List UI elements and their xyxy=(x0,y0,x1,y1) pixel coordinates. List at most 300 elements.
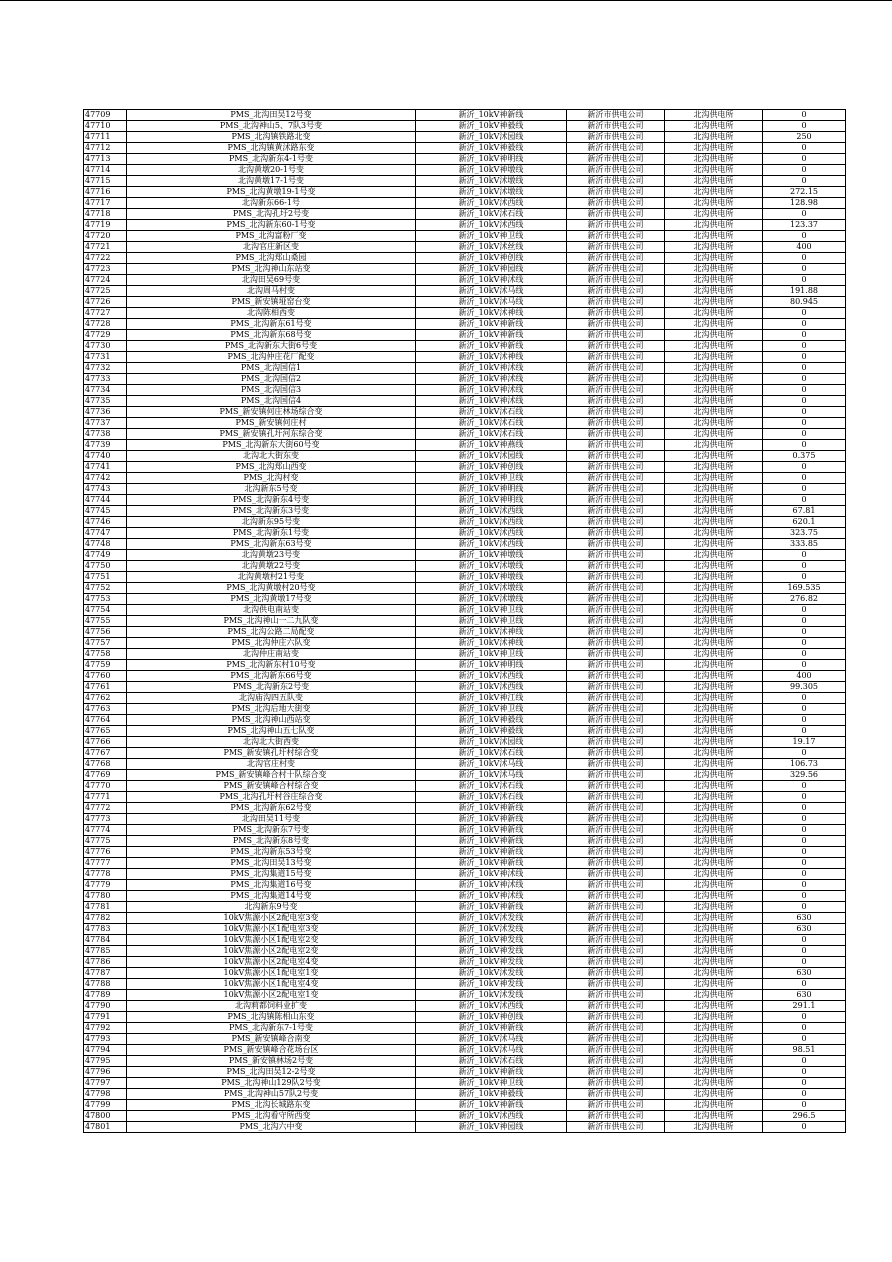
line-name-cell: 新沂_10kV沭西线 xyxy=(416,506,567,517)
row-id-cell: 47733 xyxy=(84,374,127,385)
transformer-name-cell: 北沟田吴11号变 xyxy=(127,814,416,825)
station-cell: 北沟供电所 xyxy=(665,176,763,187)
value-cell: 191.88 xyxy=(763,286,846,297)
station-cell: 北沟供电所 xyxy=(665,1100,763,1111)
row-id-cell: 47785 xyxy=(84,946,127,957)
value-cell: 0 xyxy=(763,154,846,165)
company-cell: 新沂市供电公司 xyxy=(567,693,665,704)
company-cell: 新沂市供电公司 xyxy=(567,583,665,594)
row-id-cell: 47736 xyxy=(84,407,127,418)
station-cell: 北沟供电所 xyxy=(665,979,763,990)
value-cell: 0 xyxy=(763,165,846,176)
row-id-cell: 47713 xyxy=(84,154,127,165)
station-cell: 北沟供电所 xyxy=(665,913,763,924)
station-cell: 北沟供电所 xyxy=(665,418,763,429)
table-row xyxy=(84,363,846,374)
line-name-cell: 新沂_10kV沭石线 xyxy=(416,429,567,440)
station-cell: 北沟供电所 xyxy=(665,693,763,704)
transformer-name-cell: 10kV焦源小区2配电室3变 xyxy=(127,913,416,924)
company-cell: 新沂市供电公司 xyxy=(567,495,665,506)
station-cell: 北沟供电所 xyxy=(665,143,763,154)
value-cell: 0 xyxy=(763,825,846,836)
company-cell: 新沂市供电公司 xyxy=(567,418,665,429)
line-name-cell: 新沂_10kV神毅线 xyxy=(416,726,567,737)
line-name-cell: 新沂_10kV沭石线 xyxy=(416,1056,567,1067)
station-cell: 北沟供电所 xyxy=(665,825,763,836)
company-cell: 新沂市供电公司 xyxy=(567,682,665,693)
transformer-name-cell: PMS_北沟新东7号变 xyxy=(127,825,416,836)
table-row xyxy=(84,528,846,539)
line-name-cell: 新沂_10kV神明线 xyxy=(416,495,567,506)
row-id-cell: 47760 xyxy=(84,671,127,682)
value-cell: 0 xyxy=(763,1023,846,1034)
table-row xyxy=(84,913,846,924)
line-name-cell: 新沂_10kV神新线 xyxy=(416,1067,567,1078)
station-cell: 北沟供电所 xyxy=(665,1001,763,1012)
table-row xyxy=(84,847,846,858)
value-cell: 276.82 xyxy=(763,594,846,605)
line-name-cell: 新沂_10kV沭石线 xyxy=(416,418,567,429)
company-cell: 新沂市供电公司 xyxy=(567,737,665,748)
station-cell: 北沟供电所 xyxy=(665,1034,763,1045)
line-name-cell: 新沂_10kV沭西线 xyxy=(416,198,567,209)
line-name-cell: 新沂_10kV沭园线 xyxy=(416,132,567,143)
value-cell: 0 xyxy=(763,814,846,825)
line-name-cell: 新沂_10kV神新线 xyxy=(416,803,567,814)
value-cell: 98.51 xyxy=(763,1045,846,1056)
row-id-cell: 47751 xyxy=(84,572,127,583)
station-cell: 北沟供电所 xyxy=(665,869,763,880)
transformer-name-cell: PMS_北沟新东8号变 xyxy=(127,836,416,847)
row-id-cell: 47793 xyxy=(84,1034,127,1045)
transformer-name-cell: 北沟新东5号变 xyxy=(127,484,416,495)
table-row xyxy=(84,297,846,308)
station-cell: 北沟供电所 xyxy=(665,506,763,517)
row-id-cell: 47718 xyxy=(84,209,127,220)
station-cell: 北沟供电所 xyxy=(665,363,763,374)
line-name-cell: 新沂_10kV沭神线 xyxy=(416,638,567,649)
value-cell: 0 xyxy=(763,352,846,363)
station-cell: 北沟供电所 xyxy=(665,968,763,979)
transformer-name-cell: PMS_北沟新东大街6号变 xyxy=(127,341,416,352)
company-cell: 新沂市供电公司 xyxy=(567,517,665,528)
line-name-cell: 新沂_10kV沭石线 xyxy=(416,407,567,418)
table-row xyxy=(84,132,846,143)
station-cell: 北沟供电所 xyxy=(665,649,763,660)
line-name-cell: 新沂_10kV神毅线 xyxy=(416,143,567,154)
company-cell: 新沂市供电公司 xyxy=(567,396,665,407)
row-id-cell: 47709 xyxy=(84,110,127,121)
table-row xyxy=(84,550,846,561)
line-name-cell: 新沂_10kV神毅线 xyxy=(416,715,567,726)
row-id-cell: 47727 xyxy=(84,308,127,319)
company-cell: 新沂市供电公司 xyxy=(567,715,665,726)
transformer-name-cell: 北沟黄墩村21号变 xyxy=(127,572,416,583)
table-row xyxy=(84,385,846,396)
transformer-name-cell: PMS_北沟神山五七队变 xyxy=(127,726,416,737)
line-name-cell: 新沂_10kV神新线 xyxy=(416,330,567,341)
company-cell: 新沂市供电公司 xyxy=(567,429,665,440)
row-id-cell: 47720 xyxy=(84,231,127,242)
row-id-cell: 47789 xyxy=(84,990,127,1001)
transformer-name-cell: 北沟黄墩22号变 xyxy=(127,561,416,572)
row-id-cell: 47756 xyxy=(84,627,127,638)
table-row xyxy=(84,660,846,671)
transformer-name-cell: PMS_北沟新东7-1号变 xyxy=(127,1023,416,1034)
page-top-rule xyxy=(0,0,892,1)
row-id-cell: 47755 xyxy=(84,616,127,627)
line-name-cell: 新沂_10kV神新线 xyxy=(416,110,567,121)
station-cell: 北沟供电所 xyxy=(665,121,763,132)
value-cell: 0 xyxy=(763,748,846,759)
transformer-name-cell: PMS_北沟新东53号变 xyxy=(127,847,416,858)
table-row xyxy=(84,572,846,583)
value-cell: 0 xyxy=(763,792,846,803)
transformer-name-cell: 10kV焦源小区1配电室3变 xyxy=(127,924,416,935)
row-id-cell: 47757 xyxy=(84,638,127,649)
transformer-name-cell: PMS_北沟黄墩17号变 xyxy=(127,594,416,605)
transformer-name-cell: PMS_北沟神山129队2号变 xyxy=(127,1078,416,1089)
company-cell: 新沂市供电公司 xyxy=(567,869,665,880)
transformer-name-cell: PMS_北沟神山西站变 xyxy=(127,715,416,726)
company-cell: 新沂市供电公司 xyxy=(567,616,665,627)
table-row xyxy=(84,902,846,913)
row-id-cell: 47724 xyxy=(84,275,127,286)
value-cell: 333.85 xyxy=(763,539,846,550)
station-cell: 北沟供电所 xyxy=(665,1078,763,1089)
row-id-cell: 47784 xyxy=(84,935,127,946)
company-cell: 新沂市供电公司 xyxy=(567,990,665,1001)
company-cell: 新沂市供电公司 xyxy=(567,891,665,902)
transformer-name-cell: 北沟新东9号变 xyxy=(127,902,416,913)
transformer-name-cell: PMS_北沟国信4 xyxy=(127,396,416,407)
table-row xyxy=(84,308,846,319)
table-row xyxy=(84,924,846,935)
row-id-cell: 47710 xyxy=(84,121,127,132)
row-id-cell: 47799 xyxy=(84,1100,127,1111)
row-id-cell: 47743 xyxy=(84,484,127,495)
station-cell: 北沟供电所 xyxy=(665,880,763,891)
row-id-cell: 47723 xyxy=(84,264,127,275)
table-row xyxy=(84,979,846,990)
row-id-cell: 47737 xyxy=(84,418,127,429)
line-name-cell: 新沂_10kV神新线 xyxy=(416,825,567,836)
row-id-cell: 47735 xyxy=(84,396,127,407)
row-id-cell: 47745 xyxy=(84,506,127,517)
transformer-name-cell: PMS_北沟镇黄沭路东变 xyxy=(127,143,416,154)
transformer-name-cell: PMS_北沟国信2 xyxy=(127,374,416,385)
transformer-name-cell: PMS_新安镇何庄村 xyxy=(127,418,416,429)
row-id-cell: 47770 xyxy=(84,781,127,792)
transformer-name-cell: 北沟黄墩17-1号变 xyxy=(127,176,416,187)
table-row xyxy=(84,264,846,275)
station-cell: 北沟供电所 xyxy=(665,462,763,473)
row-id-cell: 47796 xyxy=(84,1067,127,1078)
transformer-name-cell: PMS_北沟孔圩村谷庄综合变 xyxy=(127,792,416,803)
value-cell: 0 xyxy=(763,946,846,957)
table-row xyxy=(84,374,846,385)
row-id-cell: 47712 xyxy=(84,143,127,154)
row-id-cell: 47719 xyxy=(84,220,127,231)
table-row xyxy=(84,759,846,770)
row-id-cell: 47786 xyxy=(84,957,127,968)
value-cell: 106.73 xyxy=(763,759,846,770)
company-cell: 新沂市供电公司 xyxy=(567,330,665,341)
table-row xyxy=(84,407,846,418)
transformer-name-cell: PMS_北沟国信3 xyxy=(127,385,416,396)
value-cell: 291.1 xyxy=(763,1001,846,1012)
row-id-cell: 47732 xyxy=(84,363,127,374)
transformer-name-cell: 北沟莉都饲料业扩变 xyxy=(127,1001,416,1012)
company-cell: 新沂市供电公司 xyxy=(567,671,665,682)
company-cell: 新沂市供电公司 xyxy=(567,352,665,363)
line-name-cell: 新沂_10kV神墩线 xyxy=(416,550,567,561)
line-name-cell: 新沂_10kV神沭线 xyxy=(416,880,567,891)
transformer-name-cell: PMS_北沟集道14号变 xyxy=(127,891,416,902)
row-id-cell: 47716 xyxy=(84,187,127,198)
line-name-cell: 新沂_10kV沭发线 xyxy=(416,913,567,924)
transformer-name-cell: PMS_北沟镇陈相山东变 xyxy=(127,1012,416,1023)
line-name-cell: 新沂_10kV神新线 xyxy=(416,836,567,847)
row-id-cell: 47725 xyxy=(84,286,127,297)
company-cell: 新沂市供电公司 xyxy=(567,473,665,484)
station-cell: 北沟供电所 xyxy=(665,275,763,286)
company-cell: 新沂市供电公司 xyxy=(567,528,665,539)
line-name-cell: 新沂_10kV沭西线 xyxy=(416,220,567,231)
row-id-cell: 47734 xyxy=(84,385,127,396)
table-row xyxy=(84,319,846,330)
company-cell: 新沂市供电公司 xyxy=(567,143,665,154)
value-cell: 0 xyxy=(763,121,846,132)
value-cell: 0 xyxy=(763,407,846,418)
value-cell: 630 xyxy=(763,968,846,979)
row-id-cell: 47730 xyxy=(84,341,127,352)
table-row xyxy=(84,1067,846,1078)
company-cell: 新沂市供电公司 xyxy=(567,1122,665,1133)
station-cell: 北沟供电所 xyxy=(665,209,763,220)
line-name-cell: 新沂_10kV神沭线 xyxy=(416,363,567,374)
table-row xyxy=(84,583,846,594)
line-name-cell: 新沂_10kV神江线 xyxy=(416,693,567,704)
transformer-name-cell: PMS_北沟孔圩2号变 xyxy=(127,209,416,220)
table-row xyxy=(84,198,846,209)
value-cell: 0 xyxy=(763,385,846,396)
transformer-name-cell: PMS_北沟新东62号变 xyxy=(127,803,416,814)
row-id-cell: 47738 xyxy=(84,429,127,440)
table-row xyxy=(84,594,846,605)
transformer-name-cell: PMS_新安镇峰合花场台区 xyxy=(127,1045,416,1056)
table-row xyxy=(84,671,846,682)
line-name-cell: 新沂_10kV沭石线 xyxy=(416,781,567,792)
line-name-cell: 新沂_10kV神创线 xyxy=(416,253,567,264)
line-name-cell: 新沂_10kV神墩线 xyxy=(416,572,567,583)
station-cell: 北沟供电所 xyxy=(665,517,763,528)
line-name-cell: 新沂_10kV沭西线 xyxy=(416,539,567,550)
table-row xyxy=(84,495,846,506)
transformer-name-cell: PMS_北沟黄墩村20号变 xyxy=(127,583,416,594)
table-row xyxy=(84,748,846,759)
company-cell: 新沂市供电公司 xyxy=(567,979,665,990)
value-cell: 0 xyxy=(763,495,846,506)
line-name-cell: 新沂_10kV沭墩线 xyxy=(416,561,567,572)
transformer-name-cell: PMS_北沟新东大街60号变 xyxy=(127,440,416,451)
station-cell: 北沟供电所 xyxy=(665,616,763,627)
table-row xyxy=(84,165,846,176)
row-id-cell: 47797 xyxy=(84,1078,127,1089)
station-cell: 北沟供电所 xyxy=(665,891,763,902)
transformer-name-cell: PMS_新安镇峰合南变 xyxy=(127,1034,416,1045)
transformer-name-cell: 10kV焦源小区1配电室4变 xyxy=(127,979,416,990)
row-id-cell: 47790 xyxy=(84,1001,127,1012)
line-name-cell: 新沂_10kV沭西线 xyxy=(416,1001,567,1012)
row-id-cell: 47781 xyxy=(84,902,127,913)
value-cell: 0 xyxy=(763,396,846,407)
row-id-cell: 47711 xyxy=(84,132,127,143)
line-name-cell: 新沂_10kV沭马线 xyxy=(416,1034,567,1045)
value-cell: 0 xyxy=(763,484,846,495)
transformer-name-cell: PMS_北沟郑山西变 xyxy=(127,462,416,473)
station-cell: 北沟供电所 xyxy=(665,561,763,572)
company-cell: 新沂市供电公司 xyxy=(567,363,665,374)
station-cell: 北沟供电所 xyxy=(665,704,763,715)
transformer-name-cell: 北沟黄墩23号变 xyxy=(127,550,416,561)
station-cell: 北沟供电所 xyxy=(665,242,763,253)
company-cell: 新沂市供电公司 xyxy=(567,242,665,253)
line-name-cell: 新沂_10kV神燕线 xyxy=(416,440,567,451)
company-cell: 新沂市供电公司 xyxy=(567,880,665,891)
table-row xyxy=(84,957,846,968)
value-cell: 67.81 xyxy=(763,506,846,517)
line-name-cell: 新沂_10kV沭墩线 xyxy=(416,583,567,594)
station-cell: 北沟供电所 xyxy=(665,1045,763,1056)
transformer-name-cell: 北沟陈相西变 xyxy=(127,308,416,319)
transformer-name-cell: 北沟黄墩20-1号变 xyxy=(127,165,416,176)
value-cell: 630 xyxy=(763,913,846,924)
table-row xyxy=(84,990,846,1001)
line-name-cell: 新沂_10kV神园线 xyxy=(416,1122,567,1133)
row-id-cell: 47780 xyxy=(84,891,127,902)
value-cell: 0 xyxy=(763,1067,846,1078)
line-name-cell: 新沂_10kV神墩线 xyxy=(416,165,567,176)
value-cell: 272.15 xyxy=(763,187,846,198)
row-id-cell: 47714 xyxy=(84,165,127,176)
company-cell: 新沂市供电公司 xyxy=(567,1012,665,1023)
value-cell: 0.375 xyxy=(763,451,846,462)
table-row xyxy=(84,231,846,242)
station-cell: 北沟供电所 xyxy=(665,1023,763,1034)
value-cell: 0 xyxy=(763,275,846,286)
station-cell: 北沟供电所 xyxy=(665,286,763,297)
line-name-cell: 新沂_10kV神毅线 xyxy=(416,121,567,132)
table-row xyxy=(84,440,846,451)
company-cell: 新沂市供电公司 xyxy=(567,154,665,165)
company-cell: 新沂市供电公司 xyxy=(567,902,665,913)
value-cell: 0 xyxy=(763,726,846,737)
row-id-cell: 47739 xyxy=(84,440,127,451)
transformer-name-cell: PMS_北沟神山57队2号变 xyxy=(127,1089,416,1100)
value-cell: 296.5 xyxy=(763,1111,846,1122)
line-name-cell: 新沂_10kV沭发线 xyxy=(416,968,567,979)
row-id-cell: 47721 xyxy=(84,242,127,253)
row-id-cell: 47776 xyxy=(84,847,127,858)
table-row xyxy=(84,561,846,572)
table-row xyxy=(84,880,846,891)
station-cell: 北沟供电所 xyxy=(665,847,763,858)
value-cell: 0 xyxy=(763,143,846,154)
table-row xyxy=(84,693,846,704)
station-cell: 北沟供电所 xyxy=(665,1012,763,1023)
line-name-cell: 新沂_10kV神发线 xyxy=(416,935,567,946)
transformer-name-cell: PMS_北沟新东1号变 xyxy=(127,528,416,539)
row-id-cell: 47767 xyxy=(84,748,127,759)
station-cell: 北沟供电所 xyxy=(665,352,763,363)
line-name-cell: 新沂_10kV神沭线 xyxy=(416,869,567,880)
transformer-name-cell: PMS_北沟新东3号变 xyxy=(127,506,416,517)
line-name-cell: 新沂_10kV神新线 xyxy=(416,814,567,825)
station-cell: 北沟供电所 xyxy=(665,330,763,341)
line-name-cell: 新沂_10kV神新线 xyxy=(416,341,567,352)
company-cell: 新沂市供电公司 xyxy=(567,308,665,319)
station-cell: 北沟供电所 xyxy=(665,1089,763,1100)
company-cell: 新沂市供电公司 xyxy=(567,1100,665,1111)
station-cell: 北沟供电所 xyxy=(665,748,763,759)
value-cell: 630 xyxy=(763,924,846,935)
row-id-cell: 47787 xyxy=(84,968,127,979)
station-cell: 北沟供电所 xyxy=(665,198,763,209)
transformer-name-cell: PMS_北沟新东2号变 xyxy=(127,682,416,693)
transformer-name-cell: 北沟新东66-1号 xyxy=(127,198,416,209)
row-id-cell: 47753 xyxy=(84,594,127,605)
transformer-name-cell: PMS_北沟新东63号变 xyxy=(127,539,416,550)
station-cell: 北沟供电所 xyxy=(665,660,763,671)
transformer-name-cell: PMS_北沟仲庄六队变 xyxy=(127,638,416,649)
station-cell: 北沟供电所 xyxy=(665,638,763,649)
value-cell: 0 xyxy=(763,649,846,660)
table-row xyxy=(84,836,846,847)
station-cell: 北沟供电所 xyxy=(665,528,763,539)
station-cell: 北沟供电所 xyxy=(665,836,763,847)
table-row xyxy=(84,473,846,484)
line-name-cell: 新沂_10kV沭丝线 xyxy=(416,242,567,253)
row-id-cell: 47772 xyxy=(84,803,127,814)
value-cell: 0 xyxy=(763,693,846,704)
company-cell: 新沂市供电公司 xyxy=(567,506,665,517)
transformer-name-cell: 10kV焦源小区1配电室2变 xyxy=(127,935,416,946)
transformer-name-cell: PMS_北沟集道16号变 xyxy=(127,880,416,891)
table-row xyxy=(84,946,846,957)
transformer-name-cell: 北沟北大街西变 xyxy=(127,737,416,748)
transformer-name-cell: PMS_北沟后地大街变 xyxy=(127,704,416,715)
line-name-cell: 新沂_10kV沭西线 xyxy=(416,682,567,693)
value-cell: 0 xyxy=(763,715,846,726)
line-name-cell: 新沂_10kV沭西线 xyxy=(416,1111,567,1122)
transformer-name-cell: PMS_北沟新东4号变 xyxy=(127,495,416,506)
transformer-name-cell: PMS_北沟神山东站变 xyxy=(127,264,416,275)
value-cell: 0 xyxy=(763,781,846,792)
row-id-cell: 47779 xyxy=(84,880,127,891)
value-cell: 0 xyxy=(763,1034,846,1045)
table-row xyxy=(84,638,846,649)
table-row xyxy=(84,616,846,627)
table-row xyxy=(84,704,846,715)
value-cell: 0 xyxy=(763,264,846,275)
line-name-cell: 新沂_10kV神发线 xyxy=(416,957,567,968)
company-cell: 新沂市供电公司 xyxy=(567,935,665,946)
value-cell: 0 xyxy=(763,935,846,946)
table-row xyxy=(84,418,846,429)
line-name-cell: 新沂_10kV神新线 xyxy=(416,1023,567,1034)
row-id-cell: 47759 xyxy=(84,660,127,671)
